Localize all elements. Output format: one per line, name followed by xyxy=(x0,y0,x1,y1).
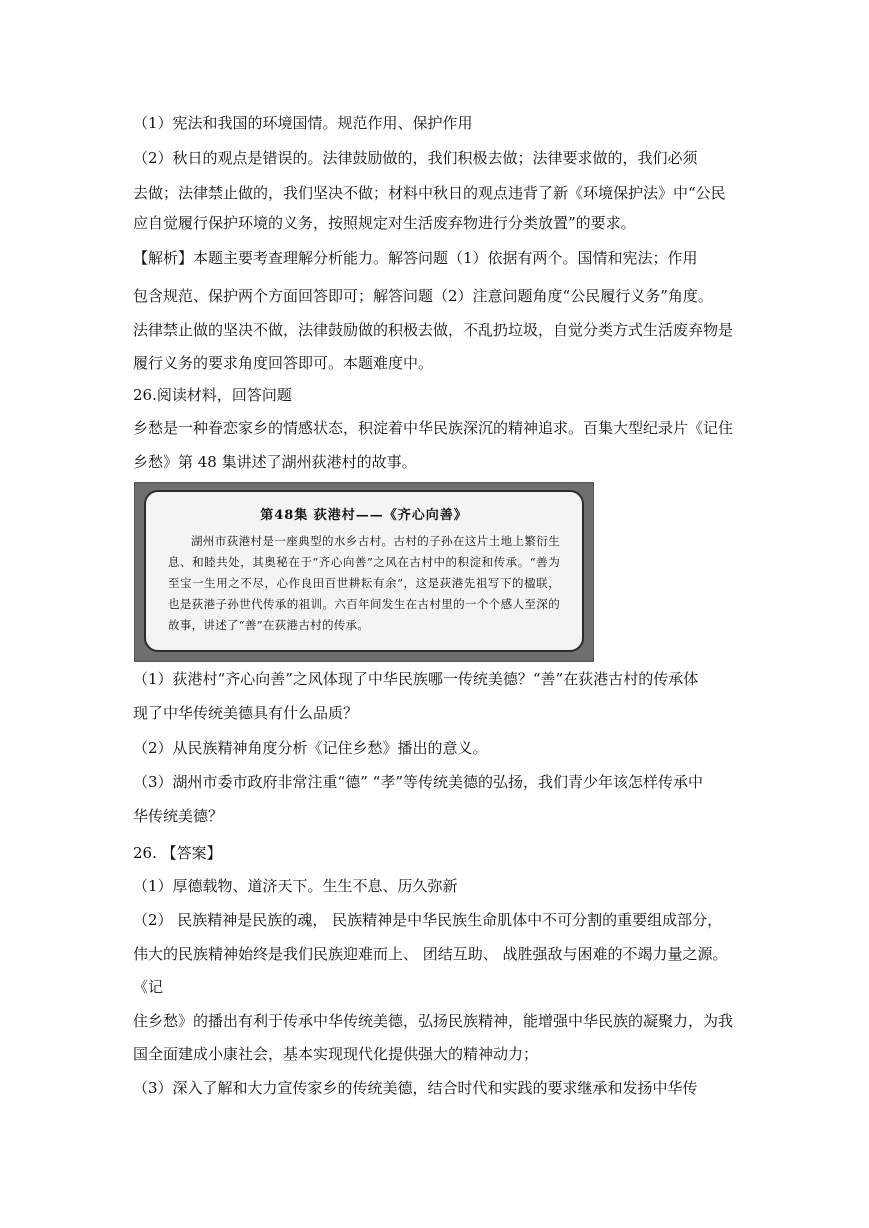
answer-26-2-line-3: 《记 xyxy=(133,978,164,996)
analysis-25-line-2: 包含规范、保护两个方面回答即可；解答问题（2）注意问题角度“公民履行义务”角度。 xyxy=(133,287,713,305)
answer-26-2-line-5: 国全面建成小康社会，基本实现现代化提供强大的精神动力； xyxy=(133,1045,539,1063)
question-26-1-line-2: 现了中华传统美德具有什么品质？ xyxy=(133,704,359,722)
analysis-25-line-1: 【解析】本题主要考查理解分析能力。解答问题（1）依据有两个。国情和宪法；作用 xyxy=(133,249,698,267)
answer-25-line-1: （1）宪法和我国的环境国情。规范作用、保护作用 xyxy=(133,114,473,132)
question-26-2: （2）从民族精神角度分析《记住乡愁》播出的意义。 xyxy=(133,739,488,757)
question-26-intro-line-2: 乡愁》第 48 集讲述了湖州荻港村的故事。 xyxy=(133,453,417,471)
analysis-25-line-3: 法律禁止做的坚决不做，法律鼓励做的积极去做，不乱扔垃圾，自觉分类方式生活废弃物是 xyxy=(133,321,734,339)
answer-25-line-4: 应自觉履行保护环境的义务，按照规定对生活废弃物进行分类放置”的要求。 xyxy=(133,214,636,232)
episode-figure-body: 湖州市荻港村是一座典型的水乡古村。古村的子孙在这片土地上繁衍生息、和睦共处，其奥秘在于“齐心向善”之风在古村中的积淀和传承。“善为至宝一生用之不尽，心作良田百世耕耘有余”，这是荻港先祖写下的楹联，也是荻港子孙世代传承的祖训。六百年间发生在古村里的一个个感人至深的故事，讲述了“善”在荻港古村的传承。 xyxy=(168,534,560,632)
answer-25-line-2: （2）秋日的观点是错误的。法律鼓励做的，我们积极去做；法律要求做的，我们必须 xyxy=(133,149,698,167)
episode-figure-panel xyxy=(144,490,584,652)
answer-26-2-line-4: 住乡愁》的播出有利于传承中华传统美德，弘扬民族精神，能增强中华民族的凝聚力，为我 xyxy=(133,1012,734,1030)
answer-26-1: （1）厚德载物、道济天下。生生不息、历久弥新 xyxy=(133,877,458,895)
episode-figure-title: 第48集 荻港村——《齐心向善》 xyxy=(260,508,468,523)
answer-26-3: （3）深入了解和大力宣传家乡的传统美德，结合时代和实践的要求继承和发扬中华传 xyxy=(133,1079,698,1097)
answer-26-2-line-2: 伟大的民族精神始终是我们民族迎难而上、 团结互助、 战胜强敌与困难的不竭力量之源。 xyxy=(133,945,728,963)
question-26-3-line-2: 华传统美德？ xyxy=(133,807,224,825)
question-26-intro-line-1: 乡愁是一种眷恋家乡的情感状态，积淀着中华民族深沉的精神追求。百集大型纪录片《记住 xyxy=(133,419,734,437)
episode-figure xyxy=(134,482,594,662)
analysis-25-line-4: 履行义务的要求角度回答即可。本题难度中。 xyxy=(133,354,434,372)
answer-26-2-line-1: （2） 民族精神是民族的魂， 民族精神是中华民族生命肌体中不可分割的重要组成部分， xyxy=(133,911,723,929)
question-26-1-line-1: （1）荻港村“齐心向善”之风体现了中华民族哪一传统美德？“善”在荻港古村的传承体 xyxy=(133,670,699,688)
question-26-3-line-1: （3）湖州市委市政府非常注重“德” “孝”等传统美德的弘扬，我们青少年该怎样传承中 xyxy=(133,773,703,791)
answer-25-line-3: 去做；法律禁止做的，我们坚决不做；材料中秋日的观点违背了新《环境保护法》中“公民 xyxy=(133,184,726,202)
answer-26-heading: 26. 【答案】 xyxy=(133,844,222,862)
question-26-heading: 26.阅读材料，回答问题 xyxy=(133,386,292,404)
